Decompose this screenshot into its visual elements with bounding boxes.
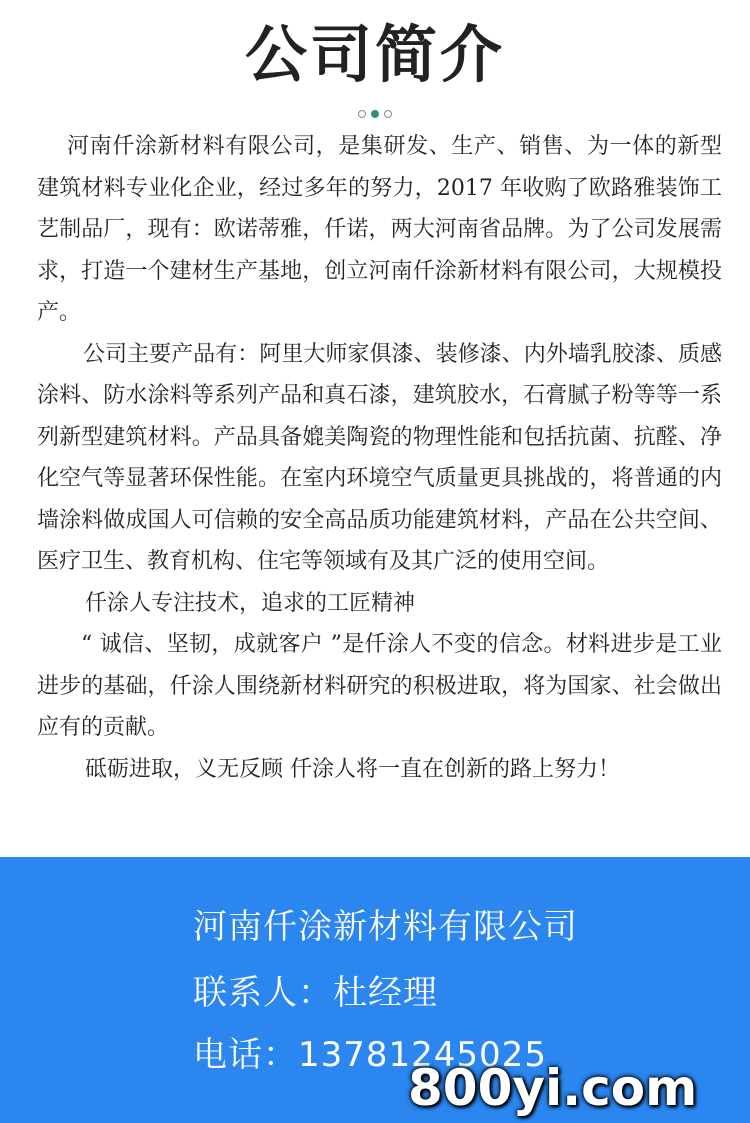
page-title: 公司简介	[244, 18, 505, 91]
site-watermark: 800yi.com	[408, 1059, 698, 1117]
paragraph-company-overview: 河南仟涂新材料有限公司，是集研发、生产、销售、为一体的新型建筑材料专业化企业，经过多年的努力，2017 年收购了欧路雅装饰工艺制品厂，现有：欧诺蒂雅，仟诺，两大河南省品牌。为了公司发展需求，打造一个建材生产基地，创立河南仟涂新材料有限公司，大规模投产。	[37, 134, 722, 325]
carousel-dot-2-active[interactable]	[371, 110, 379, 118]
paragraph-beliefs: “ 诚信、坚韧，成就客户 ”是仟涂人不变的信念。材料进步是工业进步的基础，仟涂人围绕新材料研究的积极进取，将为国家、社会做出应有的贡献。	[37, 632, 722, 740]
footer-contact-person: 联系人：杜经理	[193, 973, 438, 1013]
paragraph-craftsmanship: 仟涂人专注技术，追求的工匠精神	[85, 590, 416, 616]
intro-body	[37, 126, 722, 790]
carousel-dot-1[interactable]	[358, 110, 366, 118]
paragraph-products: 公司主要产品有：阿里大师家俱漆、装修漆、内外墙乳胶漆、质感涂料、防水涂料等系列产品和真石漆，建筑胶水，石膏腻子粉等等一系列新型建筑材料。产品具备媲美陶瓷的物理性能和包括抗菌、抗醛、净化空气等显著环保性能。在室内环境空气质量更具挑战的，将普通的内墙涂料做成国人可信赖的安全高品质功能建筑材料，产品在公共空间、医疗卫生、教育机构、住宅等领域有及其广泛的使用空间。	[37, 341, 722, 574]
contact-footer	[0, 857, 750, 1123]
footer-phone[interactable]: 电话：13781245025	[193, 1035, 547, 1075]
paragraph-closing: 砥砺进取，义无反顾 仟涂人将一直在创新的路上努力！	[85, 756, 620, 782]
carousel-dot-3[interactable]	[384, 110, 392, 118]
footer-company-name: 河南仟涂新材料有限公司	[193, 907, 578, 947]
carousel-indicator	[0, 110, 750, 118]
